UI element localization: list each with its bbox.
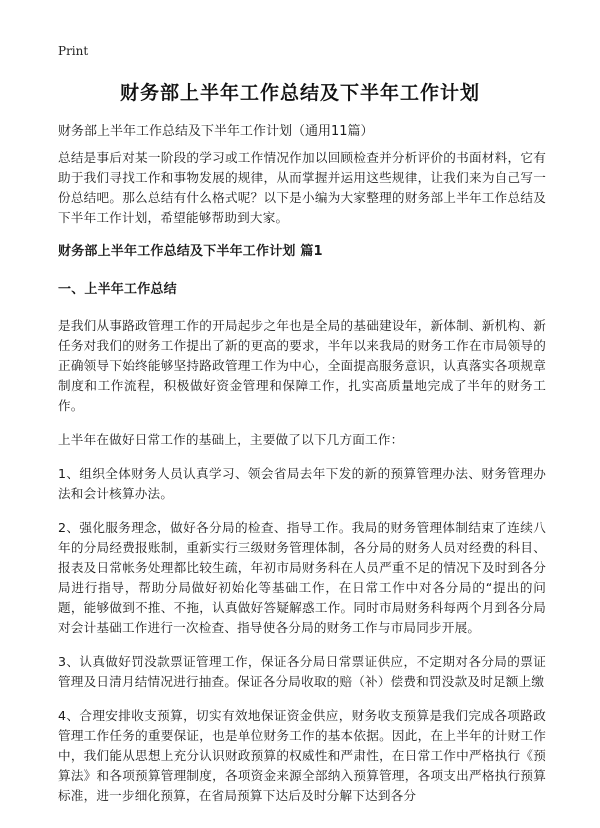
subsection-heading: 一、上半年工作总结 xyxy=(58,282,177,297)
print-link[interactable]: Print xyxy=(58,44,89,58)
body-paragraph: 2、强化服务理念，做好各分局的检查、指导工作。我局的财务管理体制结束了连续八年的分局经费报账制，重新实行三级财务管理体制，各分局的财务人员对经费的科目、报表及日常帐务处理都比较生疏，年初市局财务科在人员严重不足的情况下及时到各分局进行指导，帮助分局做好初始化等基础工作，在日常工作中对各分局的“提出的问题，能够做到不推、不拖，认真做好答疑解惑工作。同时市局财务科每两个月到各分局对会计基础工作进行一次检查、指导使各分局的财务工作与市局同步开展。 xyxy=(58,520,546,635)
document-subtitle: 财务部上半年工作总结及下半年工作计划（通用11篇） xyxy=(58,124,374,139)
body-paragraph: 4、合理安排收支预算，切实有效地保证资金供应，财务收支预算是我们完成各项路政管理工作任务的重要保证，也是单位财务工作的基本依据。因此，在上半年的计财工作中，我们能从思想上充分认识财政预算的权威性和严肃性，在日常工作中严格执行《预算法》和各项预算管理制度，各项资金来源全部纳入预算管理，各项支出严格执行预算标准，进一步细化预算，在省局预算下达后及时分解下达到各分 xyxy=(58,708,546,803)
document-body xyxy=(58,148,546,820)
body-paragraph: 3、认真做好罚没款票证管理工作，保证各分局日常票证供应，不定期对各分局的票证管理及日清月结情况进行抽查。保证各分局收取的赔（补）偿费和罚没款及时足额上缴 xyxy=(58,654,546,689)
body-paragraph: 上半年在做好日常工作的基础上，主要做了以下几方面工作： xyxy=(58,432,404,447)
document-title: 财务部上半年工作总结及下半年工作计划 xyxy=(119,82,480,104)
body-paragraph: 是我们从事路政管理工作的开局起步之年也是全局的基础建设年，新体制、新机构、新任务对我们的财务工作提出了新的更高的要求，半年以来我局的财务工作在市局领导的正确领导下始终能够坚持路政管理工作为中心，全面提高服务意识，认真落实各项规章制度和工作流程，积极做好资金管理和保障工作，扎实高质量地完成了半年的财务工作。 xyxy=(58,318,546,413)
section-heading: 财务部上半年工作总结及下半年工作计划 篇1 xyxy=(58,244,323,259)
intro-paragraph: 总结是事后对某一阶段的学习或工作情况作加以回顾检查并分析评价的书面材料，它有助于我们寻找工作和事物发展的规律，从而掌握并运用这些规律，让我们来为自己写一份总结吧。那么总结有什么格式呢？以下是小编为大家整理的财务部上半年工作总结及下半年工作计划，希望能够帮助到大家。 xyxy=(58,150,546,225)
body-paragraph: 1、组织全体财务人员认真学习、领会省局去年下发的新的预算管理办法、财务管理办法和会计核算办法。 xyxy=(58,466,546,501)
